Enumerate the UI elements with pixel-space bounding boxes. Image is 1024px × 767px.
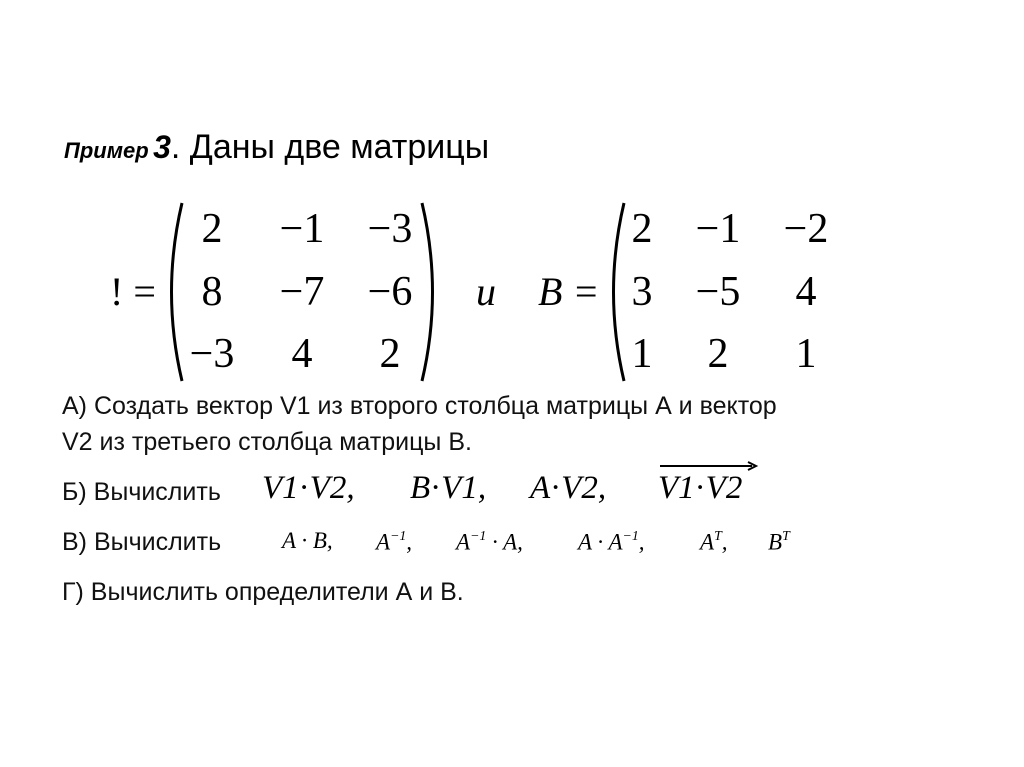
expr-term: B <box>410 470 431 506</box>
expr-term: V1, <box>441 470 487 506</box>
expr-term: V1 <box>658 470 695 506</box>
matrix-b-cell: 4 <box>795 269 817 315</box>
dot-operator: · <box>694 470 706 506</box>
matrix-b-cell: −1 <box>695 206 741 252</box>
task-d-label: Г) Вычислить определители А и В. <box>62 578 464 606</box>
expr-superscript: −1 <box>390 528 407 543</box>
expr-term: V2 <box>705 470 743 506</box>
expr-a-transpose <box>700 528 728 556</box>
expr-v1-cross-v2 <box>658 470 742 507</box>
expr-a-inverse-times-a <box>456 528 523 556</box>
expr-tail: , <box>406 529 413 555</box>
expr-term: A <box>530 470 551 506</box>
expr-term: V2, <box>309 470 355 506</box>
matrix-b-cell: 1 <box>795 331 817 377</box>
expr-a-inverse <box>376 528 412 556</box>
dot-operator: · <box>550 470 562 506</box>
expr-tail: · A, <box>486 529 523 555</box>
matrix-a-cell: 4 <box>291 331 313 377</box>
expr-base: A <box>456 529 471 555</box>
matrix-a-cell: 8 <box>201 269 223 315</box>
matrix-b-cell: 1 <box>631 331 653 377</box>
task-a-line1: А) Создать вектор V1 из второго столбца матрицы А и вектор <box>62 392 777 420</box>
expr-superscript: T <box>714 528 722 543</box>
expr-base: A · A <box>578 529 623 555</box>
matrix-a-cell: −1 <box>279 206 325 252</box>
matrix-a-cell: 2 <box>201 206 223 252</box>
expr-term: V2, <box>561 470 607 506</box>
title-rest: . Даны две матрицы <box>170 128 490 166</box>
matrix-b-left-paren <box>600 200 630 384</box>
matrix-a-right-paren <box>416 200 446 384</box>
matrix-b-cell: −5 <box>695 269 741 315</box>
task-c-label: В) Вычислить <box>62 528 222 556</box>
expr-superscript: T <box>782 528 790 543</box>
matrix-b-cell: 3 <box>631 269 653 315</box>
expr-term: V1 <box>262 470 299 506</box>
expr-tail: , <box>721 529 728 555</box>
expr-v1-dot-v2 <box>262 470 355 507</box>
expr-a-times-b: A · B, <box>282 528 333 553</box>
slide-title <box>64 128 489 167</box>
expr-b-transpose <box>768 528 790 556</box>
expr-a-dot-v2 <box>530 470 606 507</box>
expr-superscript: −1 <box>470 528 487 543</box>
dot-operator: · <box>298 470 310 506</box>
task-b-label: Б) Вычислить <box>62 478 221 506</box>
matrix-a-left-paren <box>158 200 188 384</box>
expr-base: A <box>700 529 715 555</box>
title-lead: Пример <box>64 138 149 163</box>
matrix-b-cell: −2 <box>783 206 829 252</box>
expr-base: A <box>376 529 391 555</box>
matrix-a-cell: −6 <box>367 269 413 315</box>
expr-a-times-a-inverse <box>578 528 645 556</box>
matrix-a-cell: −3 <box>189 331 235 377</box>
expr-tail: , <box>638 529 645 555</box>
expr-b-dot-v1 <box>410 470 486 507</box>
matrix-a-cell: −3 <box>367 206 413 252</box>
matrix-a-cell: −7 <box>279 269 325 315</box>
task-a-line2: V2 из третьего столбца матрицы В. <box>62 428 472 456</box>
matrix-b-cell: 2 <box>707 331 729 377</box>
dot-operator: · <box>430 470 442 506</box>
matrix-a-cell: 2 <box>379 331 401 377</box>
expr-superscript: −1 <box>622 528 639 543</box>
matrix-b-label: B = <box>538 269 600 314</box>
matrix-b-cell: 2 <box>631 206 653 252</box>
matrix-a-label: ! = <box>110 269 156 314</box>
title-number: 3 <box>153 129 171 165</box>
expr-base: B <box>768 529 783 555</box>
conjunction: и <box>476 269 496 314</box>
